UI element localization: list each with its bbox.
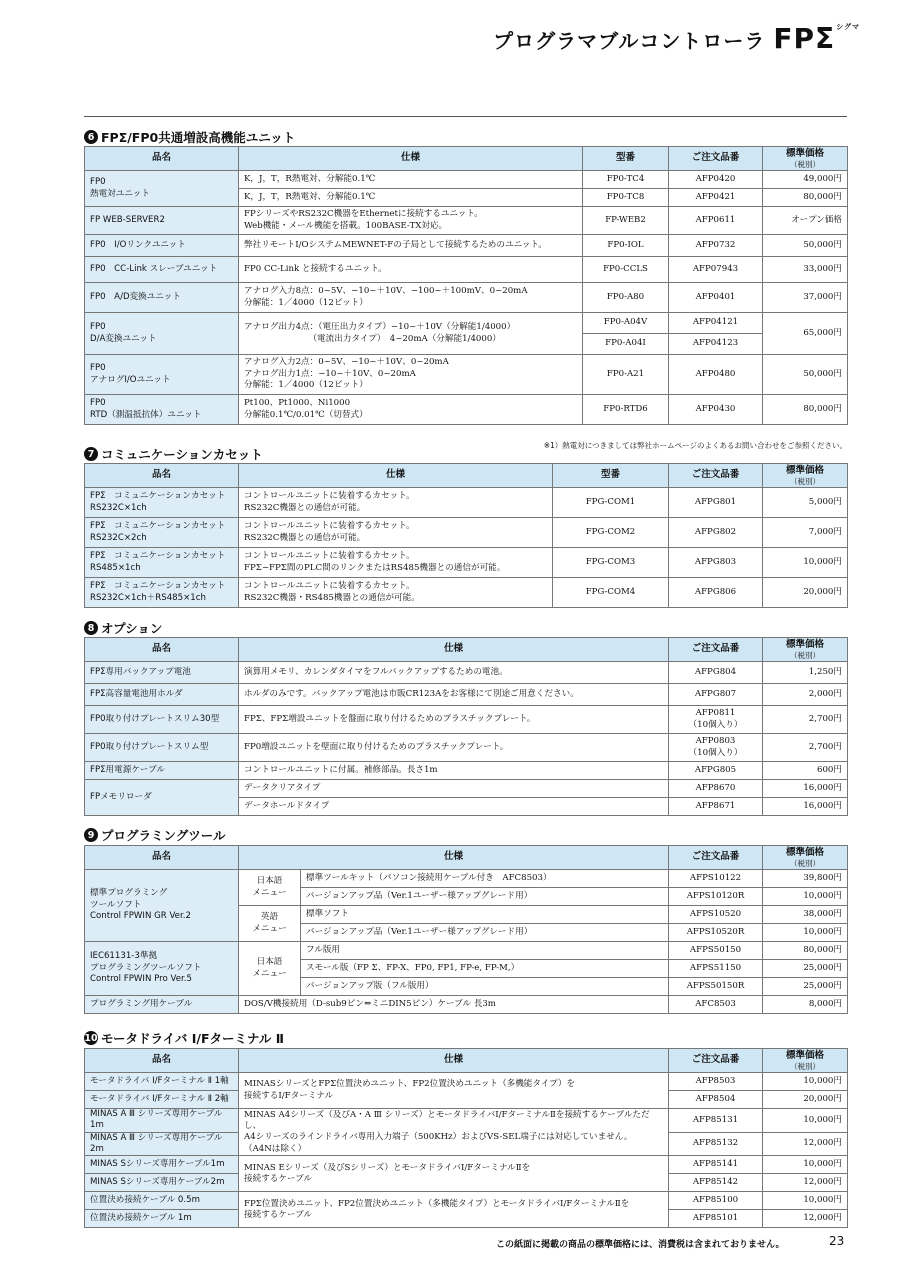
section-title: コミュニケーションカセット	[101, 447, 263, 462]
col-spec: 仕様	[239, 147, 583, 171]
row-price: 2,700円	[763, 734, 848, 762]
row-spec: FP0 CC-Link と接続するユニット。	[239, 257, 583, 283]
section-title: FPΣ/FP0共通増設高機能ユニット	[101, 130, 296, 145]
row-order: AFPG807	[669, 684, 763, 706]
row-name: FPΣ高容量電池用ホルダ	[85, 684, 239, 706]
row-spec: データクリアタイプ	[239, 780, 669, 798]
row-price: 80,000円	[763, 189, 848, 207]
row-name: FP0 アナログI/Oユニット	[85, 355, 239, 395]
col-order: ご注文品番	[669, 464, 763, 488]
row-model: FP0-A21	[583, 355, 669, 395]
row-model: FPG-COM2	[553, 518, 669, 548]
row-name: FPΣ コミュニケーションカセット RS232C×1ch	[85, 488, 239, 518]
row-order: AFPS10520	[669, 906, 763, 924]
row-spec: データホールドタイプ	[239, 798, 669, 816]
row-name: FP0 熱電対ユニット	[85, 171, 239, 207]
row-order: AFP0430	[669, 395, 763, 425]
row-spec: Pt100、Pt1000、Ni1000 分解能0.1℃/0.01℃（切替式）	[239, 395, 583, 425]
row-spec: 演算用メモリ、カレンダタイマをフルバックアップするための電池。	[239, 662, 669, 684]
section-6-title	[84, 128, 295, 146]
row-order: AFP0401	[669, 283, 763, 313]
row-spec: バージョンアップ版（フル版用）	[301, 978, 669, 996]
row-name: モータドライバ I/Fターミナル Ⅱ 1軸	[85, 1073, 239, 1091]
row-spec: MINASシリーズとFPΣ位置決めユニット、FP2位置決めユニット（多機能タイプ）を 接続するI/Fターミナル	[239, 1073, 669, 1109]
row-name: FP0 RTD（測温抵抗体）ユニット	[85, 395, 239, 425]
menu-language: 日本語 メニュー	[239, 870, 301, 906]
row-spec: 標準ツールキット（パソコン接続用ケーブル付き AFC8503）	[301, 870, 669, 888]
row-order: AFPS50150	[669, 942, 763, 960]
row-price: 80,000円	[763, 395, 848, 425]
row-price: 12,000円	[763, 1174, 848, 1192]
row-price: 49,000円	[763, 171, 848, 189]
row-order: AFP8504	[669, 1091, 763, 1109]
row-spec: アナログ入力8点：0~5V、−10~＋10V、−100~＋100mV、0~20mA 分解能：1／4000（12ビット）	[239, 283, 583, 313]
row-name: MINAS Sシリーズ専用ケーブル2m	[85, 1174, 239, 1192]
row-name: FP0 I/Oリンクユニット	[85, 235, 239, 257]
col-name: 品名	[85, 464, 239, 488]
col-name: 品名	[85, 1049, 239, 1073]
row-model: FPG-COM3	[553, 548, 669, 578]
section-number: 7	[84, 447, 98, 461]
row-spec: バージョンアップ品（Ver.1ユーザー様アップグレード用）	[301, 888, 669, 906]
row-price: 1,250円	[763, 662, 848, 684]
row-order: AFPS51150	[669, 960, 763, 978]
col-order: ご注文品番	[669, 846, 763, 870]
product-name: FPΣ	[773, 22, 836, 55]
row-spec: アナログ入力2点：0~5V、−10~＋10V、0~20mA アナログ出力1点：−10~＋10V、0~20mA 分解能：1／4000（12ビット）	[239, 355, 583, 395]
col-spec: 仕様	[239, 638, 669, 662]
row-order: AFPG805	[669, 762, 763, 780]
row-model: FP0-TC4	[583, 171, 669, 189]
row-order: AFP0811 （10個入り）	[669, 706, 763, 734]
row-price: 10,000円	[763, 1109, 848, 1133]
row-model: FP0-RTD6	[583, 395, 669, 425]
row-model: FP0-CCLS	[583, 257, 669, 283]
row-order: AFP8671	[669, 798, 763, 816]
row-model: FP0-A04V	[583, 313, 669, 334]
row-order: AFP0803 （10個入り）	[669, 734, 763, 762]
row-price: 50,000円	[763, 355, 848, 395]
row-order: AFP85132	[669, 1132, 763, 1156]
row-order: AFPG802	[669, 518, 763, 548]
menu-language: 英語 メニュー	[239, 906, 301, 942]
row-price: 10,000円	[763, 1156, 848, 1174]
row-order: AFP0732	[669, 235, 763, 257]
section-number: 9	[84, 828, 98, 842]
row-name: 位置決め接続ケーブル 1m	[85, 1210, 239, 1228]
menu-language: 日本語 メニュー	[239, 942, 301, 996]
row-order: AFPG804	[669, 662, 763, 684]
row-name: FP0 D/A変換ユニット	[85, 313, 239, 355]
col-price: 標準価格 （税別）	[763, 464, 848, 488]
row-name: FPメモリローダ	[85, 780, 239, 816]
row-name: モータドライバ I/Fターミナル Ⅱ 2軸	[85, 1091, 239, 1109]
row-order: AFP85142	[669, 1174, 763, 1192]
row-order: AFP85100	[669, 1192, 763, 1210]
row-spec: 標準ソフト	[301, 906, 669, 924]
row-price: 5,000円	[763, 488, 848, 518]
section-number: 8	[84, 621, 98, 635]
row-name: FP0 A/D変換ユニット	[85, 283, 239, 313]
row-order: AFPG801	[669, 488, 763, 518]
row-order: AFP85101	[669, 1210, 763, 1228]
row-order: AFPS10520R	[669, 924, 763, 942]
row-price: 10,000円	[763, 548, 848, 578]
section-9-title	[84, 826, 226, 844]
row-price: 8,000円	[763, 996, 848, 1014]
row-price: 37,000円	[763, 283, 848, 313]
col-name: 品名	[85, 846, 239, 870]
row-order: AFPS10120R	[669, 888, 763, 906]
row-name: FP WEB-SERVER2	[85, 207, 239, 235]
row-spec: FP0増設ユニットを壁面に取り付けるためのプラスチックプレート。	[239, 734, 669, 762]
row-spec: K，J，T，R熱電対、分解能0.1℃	[239, 171, 583, 189]
row-order: AFP0421	[669, 189, 763, 207]
col-order: ご注文品番	[669, 1049, 763, 1073]
row-spec: DOS/V機接続用（D-sub9ピン⇔ミニDIN5ピン）ケーブル 長3m	[239, 996, 669, 1014]
col-price: 標準価格 （税別）	[763, 638, 848, 662]
row-price: オープン価格	[763, 207, 848, 235]
row-order: AFPG803	[669, 548, 763, 578]
row-name: IEC61131-3準拠 プログラミングツールソフト Control FPWIN Pro Ver.5	[85, 942, 239, 996]
row-spec: MINAS A4シリーズ（及びA・A Ⅲ シリーズ）とモータドライバI/FターミナルⅡを接続するケーブルただし、 A4シリーズのラインドライバ専用入力端子（500KHz）およびVS-SEL端子には対応していません。 （A4Nは除く）	[239, 1109, 669, 1156]
row-name: FPΣ コミュニケーションカセット RS485×1ch	[85, 548, 239, 578]
row-order: AFP07943	[669, 257, 763, 283]
row-spec: 弊社リモートI/OシステムMEWNET-Fの子局として接続するためのユニット。	[239, 235, 583, 257]
row-price: 7,000円	[763, 518, 848, 548]
row-spec: コントロールユニットに装着するカセット。 FPΣ−FPΣ間のPLC間のリンクまたはRS485機器との通信が可能。	[239, 548, 553, 578]
row-model: FP-WEB2	[583, 207, 669, 235]
table-advanced-units	[84, 146, 848, 425]
page-number: 23	[829, 1234, 845, 1248]
row-name: 標準プログラミング ツールソフト Control FPWIN GR Ver.2	[85, 870, 239, 942]
row-spec: ホルダのみです。バックアップ電池は市販CR123Aをお客様にて別途ご用意ください。	[239, 684, 669, 706]
row-model: FP0-A80	[583, 283, 669, 313]
col-model: 型番	[583, 147, 669, 171]
col-price: 標準価格 （税別）	[763, 846, 848, 870]
row-model: FPG-COM1	[553, 488, 669, 518]
row-model: FP0-IOL	[583, 235, 669, 257]
row-spec: FPシリーズやRS232C機器をEthernetに接続するユニット。 Web機能・メール機能を搭載。100BASE-TX対応。	[239, 207, 583, 235]
row-order: AFPS50150R	[669, 978, 763, 996]
table-communication-cassettes	[84, 463, 848, 608]
row-price: 20,000円	[763, 1091, 848, 1109]
row-price: 20,000円	[763, 578, 848, 608]
row-order: AFP85131	[669, 1109, 763, 1133]
section-number: 6	[84, 130, 98, 144]
table-options	[84, 637, 848, 816]
product-reading: シグマ	[836, 23, 860, 31]
tax-notice: この紙面に掲載の商品の標準価格には、消費税は含まれておりません。	[496, 1240, 785, 1250]
row-price: 65,000円	[763, 313, 848, 355]
row-price: 25,000円	[763, 960, 848, 978]
row-price: 25,000円	[763, 978, 848, 996]
col-model: 型番	[553, 464, 669, 488]
table-programming-tools	[84, 845, 848, 1014]
row-name: MINAS A Ⅲ シリーズ専用ケーブル2m	[85, 1132, 239, 1156]
row-spec: バージョンアップ品（Ver.1ユーザー様アップグレード用）	[301, 924, 669, 942]
col-spec: 仕様	[239, 1049, 669, 1073]
section-number: 10	[84, 1032, 98, 1044]
row-order: AFP0480	[669, 355, 763, 395]
col-price: 標準価格 （税別）	[763, 147, 848, 171]
row-model: FPG-COM4	[553, 578, 669, 608]
row-spec: スモール版（FP Σ、FP-X、FP0, FP1, FP-e, FP-M,）	[301, 960, 669, 978]
row-price: 2,700円	[763, 706, 848, 734]
row-price: 50,000円	[763, 235, 848, 257]
section-8-title	[84, 619, 162, 637]
row-name: FP0取り付けプレートスリム30型	[85, 706, 239, 734]
row-spec: FPΣ、FPΣ増設ユニットを盤面に取り付けるためのプラスチックプレート。	[239, 706, 669, 734]
row-spec: アナログ出力4点：（電圧出力タイプ）−10~＋10V（分解能1/4000） （電流出力タイプ） 4~20mA（分解能1/4000）	[239, 313, 583, 355]
row-price: 16,000円	[763, 780, 848, 798]
col-order: ご注文品番	[669, 638, 763, 662]
row-price: 12,000円	[763, 1210, 848, 1228]
col-order: ご注文品番	[669, 147, 763, 171]
row-name: FP0 CC-Link スレーブユニット	[85, 257, 239, 283]
row-name: プログラミング用ケーブル	[85, 996, 239, 1014]
col-price: 標準価格 （税別）	[763, 1049, 848, 1073]
row-model: FP0-TC8	[583, 189, 669, 207]
row-spec: FPΣ位置決めユニット、FP2位置決めユニット（多機能タイプ）とモータドライバI/FターミナルⅡを 接続するケーブル	[239, 1192, 669, 1228]
row-order: AFPS10122	[669, 870, 763, 888]
header-rule	[84, 116, 847, 117]
row-name: FPΣ専用バックアップ電池	[85, 662, 239, 684]
section-10-title	[84, 1029, 284, 1047]
row-name: 位置決め接続ケーブル 0.5m	[85, 1192, 239, 1210]
col-spec: 仕様	[239, 846, 669, 870]
row-name: FP0取り付けプレートスリム型	[85, 734, 239, 762]
row-order: AFP8503	[669, 1073, 763, 1091]
col-spec: 仕様	[239, 464, 553, 488]
row-order: AFP8670	[669, 780, 763, 798]
row-name: FPΣ用電源ケーブル	[85, 762, 239, 780]
row-price: 10,000円	[763, 888, 848, 906]
section-title: オプション	[101, 621, 163, 636]
row-spec: コントロールユニットに付属。補修部品。長さ1m	[239, 762, 669, 780]
row-price: 16,000円	[763, 798, 848, 816]
row-order: AFP0420	[669, 171, 763, 189]
header-title: プログラマブルコントローラ	[493, 29, 766, 53]
col-name: 品名	[85, 147, 239, 171]
row-spec: コントロールユニットに装着するカセット。 RS232C機器との通信が可能。	[239, 518, 553, 548]
row-price: 10,000円	[763, 924, 848, 942]
row-name: MINAS A Ⅲ シリーズ専用ケーブル1m	[85, 1109, 239, 1133]
row-name: MINAS Sシリーズ専用ケーブル1m	[85, 1156, 239, 1174]
row-order: AFP85141	[669, 1156, 763, 1174]
row-order: AFP04121	[669, 313, 763, 334]
col-name: 品名	[85, 638, 239, 662]
row-order: AFP04123	[669, 334, 763, 355]
section-title: プログラミングツール	[101, 828, 226, 843]
row-price: 33,000円	[763, 257, 848, 283]
row-price: 80,000円	[763, 942, 848, 960]
row-price: 10,000円	[763, 1192, 848, 1210]
page-header	[493, 22, 860, 55]
row-name: FPΣ コミュニケーションカセット RS232C×1ch＋RS485×1ch	[85, 578, 239, 608]
row-spec: MINAS Eシリーズ（及びSシリーズ）とモータドライバI/FターミナルⅡを 接続するケーブル	[239, 1156, 669, 1192]
row-name: FPΣ コミュニケーションカセット RS232C×2ch	[85, 518, 239, 548]
row-price: 10,000円	[763, 1073, 848, 1091]
row-price: 600円	[763, 762, 848, 780]
row-order: AFP0611	[669, 207, 763, 235]
row-price: 12,000円	[763, 1132, 848, 1156]
row-price: 39,800円	[763, 870, 848, 888]
row-order: AFC8503	[669, 996, 763, 1014]
footnote: ※1）熱電対につきましては弊社ホームページのよくあるお問い合わせをご参照ください。	[543, 441, 847, 450]
table-motor-driver	[84, 1048, 848, 1228]
row-spec: K，J，T，R熱電対、分解能0.1℃	[239, 189, 583, 207]
section-title: モータドライバ I/Fターミナル Ⅱ	[101, 1031, 284, 1046]
section-7-title	[84, 445, 263, 463]
row-price: 2,000円	[763, 684, 848, 706]
row-spec: コントロールユニットに装着するカセット。 RS232C機器との通信が可能。	[239, 488, 553, 518]
row-price: 38,000円	[763, 906, 848, 924]
row-order: AFPG806	[669, 578, 763, 608]
row-model: FP0-A04I	[583, 334, 669, 355]
row-spec: フル版用	[301, 942, 669, 960]
row-spec: コントロールユニットに装着するカセット。 RS232C機器・RS485機器との通信が可能。	[239, 578, 553, 608]
